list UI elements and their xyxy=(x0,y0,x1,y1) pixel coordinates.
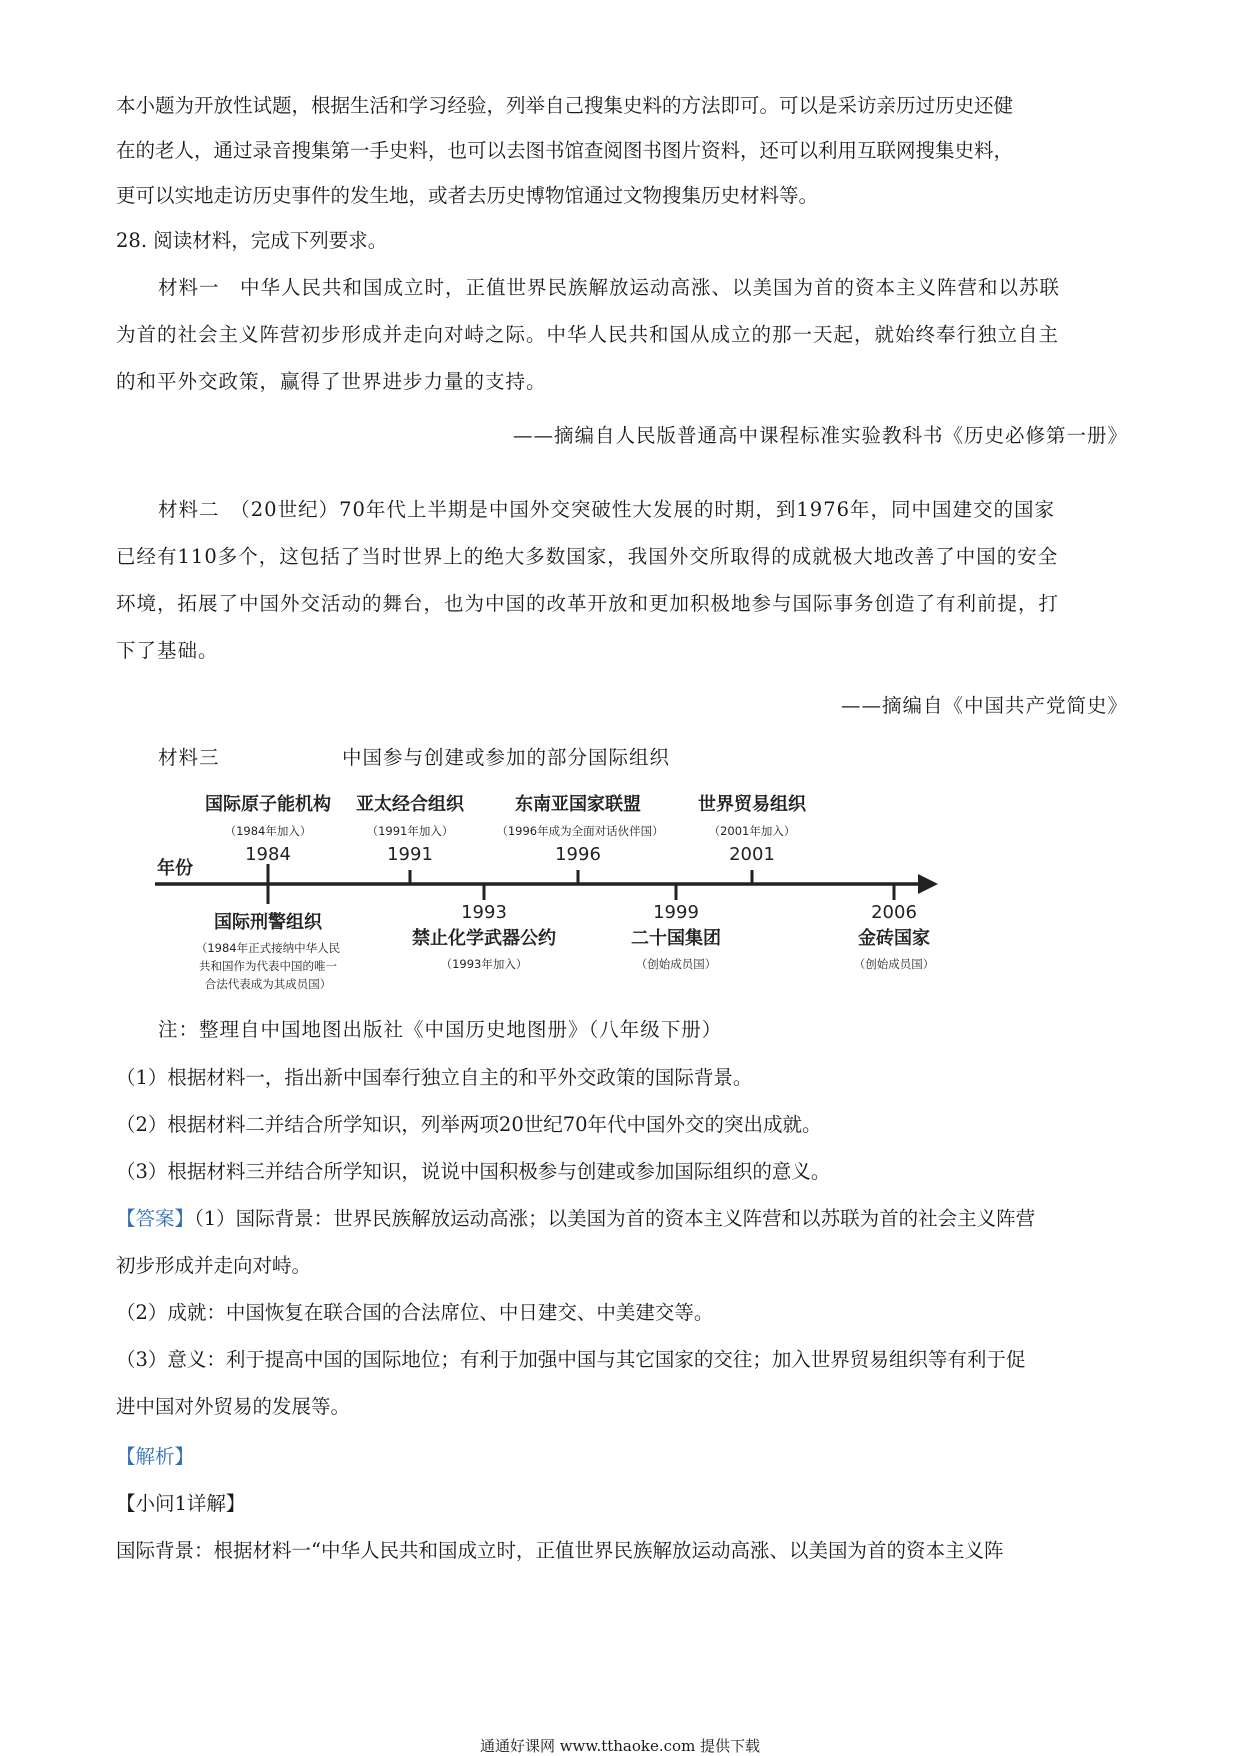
timeline-above-2001 xyxy=(698,793,807,865)
org-note: （2001年加入） xyxy=(708,824,796,838)
org-note: （1991年加入） xyxy=(366,824,454,838)
timeline-below-1984 xyxy=(196,911,340,991)
question-28-title: 28. 阅读材料，完成下列要求。 xyxy=(116,229,388,252)
org-year: 1996 xyxy=(555,844,601,865)
timeline-diagram xyxy=(0,780,1240,1010)
material3-title: 中国参与创建或参加的部分国际组织 xyxy=(342,746,671,769)
org-name: 二十国集团 xyxy=(631,928,721,949)
material1-line-1: 材料一 中华人民共和国成立时，正值世界民族解放运动高涨、以美国为首的资本主义阵营和以苏联 xyxy=(158,276,1061,299)
org-note: （1984年正式接纳中华人民 xyxy=(195,941,341,955)
answer-line-3: （2）成就：中国恢复在联合国的合法席位、中日建交、中美建交等。 xyxy=(116,1301,714,1324)
timeline-above-1996 xyxy=(496,793,663,865)
answer-line-5: 进中国对外贸易的发展等。 xyxy=(116,1395,351,1418)
org-name: 亚太经合组织 xyxy=(356,794,464,815)
material1-line-2: 为首的社会主义阵营初步形成并走向对峙之际。中华人民共和国从成立的那一天起，就始终奉行独立自主 xyxy=(116,323,1060,346)
org-year: 2006 xyxy=(871,902,917,923)
question-2: （2）根据材料二并结合所学知识，列举两项20世纪70年代中国外交的突出成就。 xyxy=(116,1113,822,1136)
timeline-above-1991 xyxy=(356,793,465,865)
analysis-line: 国际背景：根据材料一“中华人民共和国成立时，正值世界民族解放运动高涨、以美国为首的资本主义阵 xyxy=(116,1539,1004,1562)
answer-line-1 xyxy=(116,1196,1128,1241)
analysis-tag: 【解析】 xyxy=(116,1445,195,1468)
org-note: （1996年成为全面对话伙伴国） xyxy=(496,824,664,838)
material3-note: 注：整理自中国地图出版社《中国历史地图册》（八年级下册） xyxy=(158,1018,723,1041)
org-name: 国际原子能机构 xyxy=(205,794,331,815)
material2-line-2: 已经有110多个，这包括了当时世界上的绝大多数国家，我国外交所取得的成就极大地改善了中国的安全 xyxy=(116,545,1059,568)
org-note: 合法代表成为其成员国） xyxy=(204,977,332,991)
material2-source: ——摘编自《中国共产党简史》 xyxy=(840,694,1128,717)
answer-line-4: （3）意义：利于提高中国的国际地位；有利于加强中国与其它国家的交往；加入世界贸易组织等有利于促 xyxy=(116,1348,1026,1371)
axis-label: 年份 xyxy=(157,858,193,879)
intro-line-2: 在的老人，通过录音搜集第一手史料，也可以去图书馆查阅图书图片资料，还可以利用互联网搜集史料， xyxy=(116,139,1014,162)
page-footer: 通通好课网 www.tthaoke.com 提供下载 xyxy=(479,1737,761,1755)
material3-label: 材料三 xyxy=(158,746,220,769)
org-year: 1991 xyxy=(387,844,433,865)
org-note: 共和国作为代表中国的唯一 xyxy=(199,959,337,973)
intro-line-1: 本小题为开放性试题，根据生活和学习经验，列举自己搜集史料的方法即可。可以是采访亲历过历史还健 xyxy=(116,94,1014,117)
org-name: 东南亚国家联盟 xyxy=(515,794,641,815)
material2-line-1: 材料二 （20世纪）70年代上半期是中国外交突破性大发展的时期，到1976年，同中国建交的国家 xyxy=(158,498,1056,521)
timeline-arrowhead xyxy=(918,874,938,894)
material2-line-3: 环境，拓展了中国外交活动的舞台，也为中国的改革开放和更加积极地参与国际事务创造了有利前提，打 xyxy=(116,592,1060,615)
org-year: 1993 xyxy=(461,902,507,923)
intro-line-3: 更可以实地走访历史事件的发生地，或者去历史博物馆通过文物搜集历史材料等。 xyxy=(116,184,819,207)
org-name: 禁止化学武器公约 xyxy=(412,928,556,949)
org-name: 金砖国家 xyxy=(858,928,930,949)
timeline-below-2006 xyxy=(854,902,935,971)
answer-line-2: 初步形成并走向对峙。 xyxy=(116,1254,312,1277)
org-note: （创始成员国） xyxy=(853,957,935,971)
timeline-below-1999 xyxy=(631,902,721,971)
material1-source: ——摘编自人民版普通高中课程标准实验教科书《历史必修第一册》 xyxy=(512,424,1128,447)
org-year: 2001 xyxy=(729,844,775,865)
timeline-below-1993 xyxy=(412,902,556,971)
material1-line-3: 的和平外交政策，赢得了世界进步力量的支持。 xyxy=(116,370,547,393)
sub-question-1-tag: 【小问1详解】 xyxy=(116,1492,246,1515)
answer-text: （1）国际背景：世界民族解放运动高涨；以美国为首的资本主义阵营和以苏联为首的社会主义阵营 xyxy=(194,1207,1036,1230)
answer-tag: 【答案】 xyxy=(116,1207,195,1230)
org-name: 国际刑警组织 xyxy=(214,912,322,933)
org-name: 世界贸易组织 xyxy=(698,794,806,815)
question-3: （3）根据材料三并结合所学知识，说说中国积极参与创建或参加国际组织的意义。 xyxy=(116,1160,831,1183)
org-note: （1993年加入） xyxy=(440,957,528,971)
org-year: 1999 xyxy=(653,902,699,923)
material2-line-4: 下了基础。 xyxy=(116,639,219,662)
org-note: （创始成员国） xyxy=(635,957,717,971)
org-year: 1984 xyxy=(245,844,291,865)
timeline-above-1984 xyxy=(205,793,331,865)
question-1: （1）根据材料一，指出新中国奉行独立自主的和平外交政策的国际背景。 xyxy=(116,1066,753,1089)
org-note: （1984年加入） xyxy=(224,824,312,838)
